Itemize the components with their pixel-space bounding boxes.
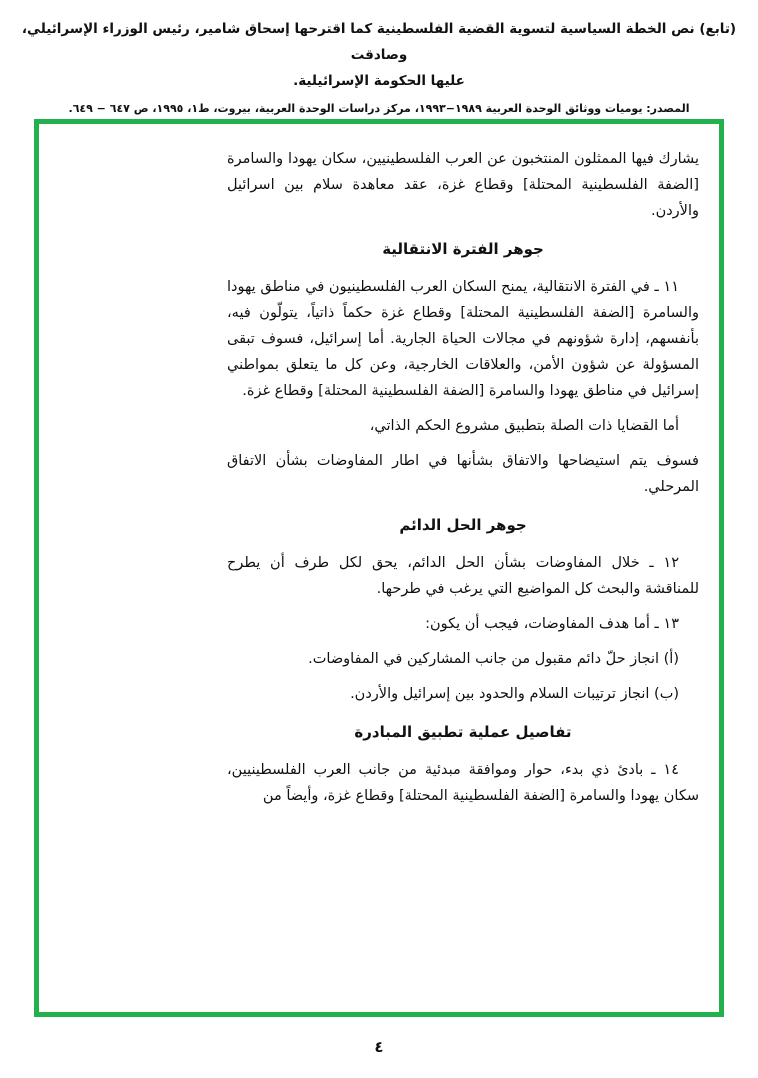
header-title-line2: عليها الحكومة الإسرائيلية. — [293, 73, 465, 89]
text-column — [227, 146, 699, 818]
body-paragraph: (أ) انجاز حلّ دائم مقبول من جانب المشاركين في المفاوضات. — [308, 651, 679, 667]
body-paragraph: أما القضايا ذات الصلة بتطبيق مشروع الحكم الذاتي، — [369, 418, 679, 434]
body-paragraph: ١٣ ـ أما هدف المفاوضات، فيجب أن يكون: — [425, 616, 679, 632]
section-heading: تفاصيل عملية تطبيق المبادرة — [354, 723, 572, 741]
body-paragraph: يشارك فيها الممثلون المنتخبون عن العرب الفلسطينيين، سكان يهودا والسامرة [الضفة الفلسطينية المحتلة] وقطاع غزة، عقد معاهدة سلام بين اسرائيل والأردن. — [227, 151, 699, 219]
document-header — [0, 0, 758, 120]
body-paragraph: ١٢ ـ خلال المفاوضات بشأن الحل الدائم، يحق لكل طرف أن يطرح للمناقشة والبحث كل المواضيع التي يرغب في طرحها. — [227, 555, 699, 597]
section-heading: جوهر الحل الدائم — [399, 516, 527, 534]
green-border-box — [34, 119, 724, 1017]
page-number: ٤ — [374, 1038, 384, 1056]
body-paragraph: فسوف يتم استيضاحها والاتفاق بشأنها في اطار المفاوضات بشأن الاتفاق المرحلي. — [227, 453, 699, 495]
body-paragraph: ١١ ـ في الفترة الانتقالية، يمنح السكان العرب الفلسطينيون في مناطق يهودا والسامرة [الضفة الفلسطينية المحتلة] وقطاع غزة حكماً ذاتياً، يتولّون فيه، بأنفسهم، إدارة شؤونهم في مجالات الحياة الجارية. أما إسرائيل، فسوف تبقى المسؤولة عن شؤون الأمن، والعلاقات الخارجية، وعن كل ما يتعلق بمواطني إسرائيل في مناطق يهودا والسامرة [الضفة الفلسطينية المحتلة] وقطاع غزة. — [227, 279, 699, 399]
section-heading: جوهر الفترة الانتقالية — [382, 240, 544, 258]
body-paragraph: ١٤ ـ بادئ ذي بدء، حوار وموافقة مبدئية من جانب العرب الفلسطينيين، سكان يهودا والسامرة [الضفة الفلسطينية المحتلة] وقطاع غزة، وأيضاً من — [227, 762, 699, 804]
body-paragraph: (ب) انجاز ترتيبات السلام والحدود بين إسرائيل والأردن. — [350, 686, 679, 702]
header-title-line1: (تابع) نص الخطة السياسية لتسوية القضية الفلسطينية كما اقترحها إسحاق شامير، رئيس الوزراء الإسرائيلي، وصادقت — [21, 21, 737, 63]
source-citation: المصدر: يوميات ووثائق الوحدة العربية ١٩٨٩−١٩٩٣، مركز دراسات الوحدة العربية، بيروت، ط١، ١٩٩٥، ص ٦٤٧ − ٦٤٩. — [68, 102, 690, 115]
